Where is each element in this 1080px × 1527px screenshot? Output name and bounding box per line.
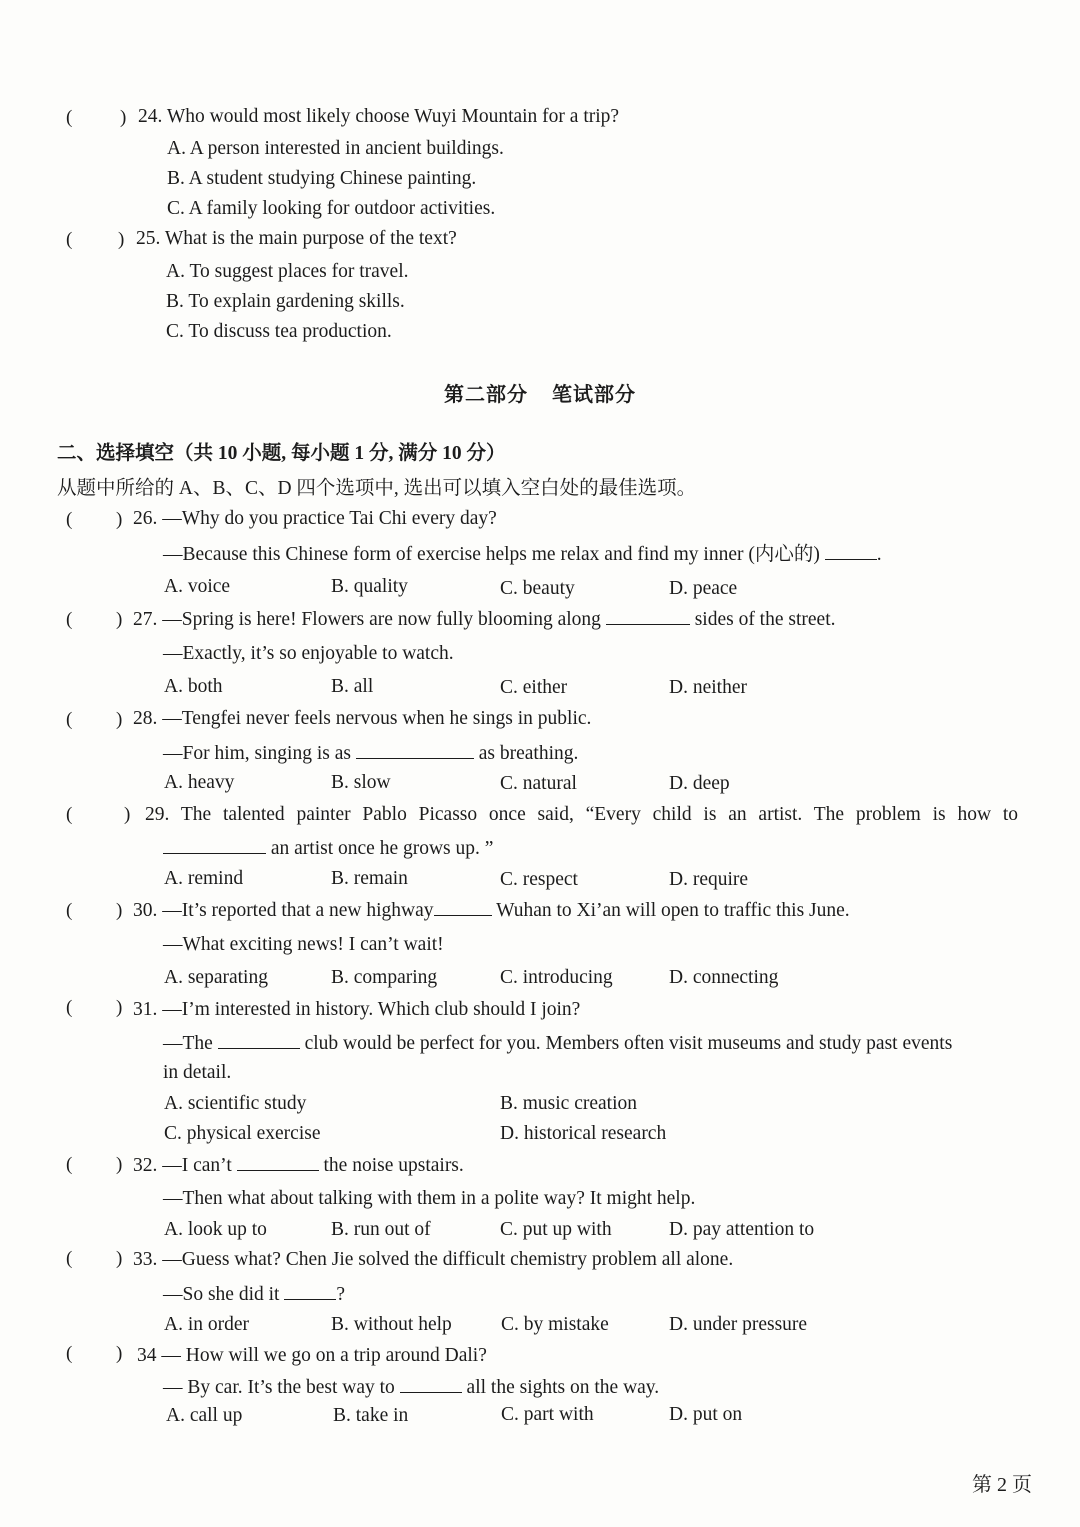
option-a: A. call up <box>166 1405 243 1426</box>
answer-paren-open: ( <box>66 900 73 921</box>
option-b: B. A student studying Chinese painting. <box>167 168 477 189</box>
answer-blank <box>434 897 492 916</box>
question-text: all the sights on the way. <box>466 1377 660 1398</box>
answer-paren-open: ( <box>66 1154 73 1175</box>
question-text: sides of the street. <box>694 609 836 630</box>
question-text: Wuhan to Xi’an will open to traffic this June. <box>496 900 850 921</box>
answer-paren-close: ) <box>116 1154 123 1175</box>
option-b: B. slow <box>331 772 391 793</box>
question-text: Who would most likely choose Wuyi Mountain for a trip? <box>166 106 620 127</box>
question-text: —Why do you practice Tai Chi every day? <box>162 508 497 529</box>
question-number: 29. <box>145 804 170 825</box>
answer-paren-open: ( <box>66 1248 73 1269</box>
option-a: A. look up to <box>164 1219 267 1240</box>
question-line-2 <box>163 541 882 568</box>
option-c: C. natural <box>500 773 577 794</box>
question-line-1 <box>133 706 591 732</box>
answer-blank <box>356 740 474 759</box>
question-line-1 <box>133 1152 464 1179</box>
option-b: B. To explain gardening skills. <box>166 291 405 312</box>
option-a: A. A person interested in ancient buildings. <box>167 138 504 159</box>
question-line-2 <box>163 740 578 767</box>
part-title-right: 笔试部分 <box>552 384 636 406</box>
part-title-left: 第二部分 <box>444 384 528 406</box>
answer-blank <box>284 1281 336 1300</box>
question-line-1 <box>137 1343 487 1369</box>
question-line-2: —Then what about talking with them in a polite way? It might help. <box>163 1188 696 1209</box>
question-text: club would be perfect for you. Members often visit museums and study past events <box>304 1033 953 1054</box>
question-line-1 <box>145 802 1018 828</box>
question-number: 30. <box>133 900 158 921</box>
question-text: —So she did it <box>163 1284 280 1305</box>
answer-paren-close: ) <box>116 900 123 921</box>
option-c: C. physical exercise <box>164 1123 321 1144</box>
option-d: D. require <box>669 869 749 890</box>
option-a: A. both <box>164 676 223 697</box>
answer-paren-close: ) <box>116 709 123 730</box>
option-c: C. put up with <box>500 1219 612 1240</box>
answer-paren-open: ( <box>66 709 73 730</box>
question-text: —Spring is here! Flowers are now fully blooming along <box>162 609 601 630</box>
question-text: — How will we go on a trip around Dali? <box>161 1345 487 1366</box>
question-text: —Because this Chinese form of exercise helps me relax and find my inner (内心的) <box>163 544 820 565</box>
option-c: C. introducing <box>500 967 613 988</box>
answer-blank <box>218 1030 300 1049</box>
question-line-2: —Exactly, it’s so enjoyable to watch. <box>163 643 454 664</box>
question-number: 33. <box>133 1249 158 1270</box>
section-instructions: 从题中所给的 A、B、C、D 四个选项中, 选出可以填入空白处的最佳选项。 <box>57 478 697 499</box>
question-text: —The <box>163 1033 213 1054</box>
option-a: A. voice <box>164 576 231 597</box>
question-number: 25. <box>136 228 161 249</box>
option-b: B. all <box>331 676 374 697</box>
question-stem <box>138 104 619 130</box>
option-a: A. remind <box>164 868 244 889</box>
question-text: —Tengfei never feels nervous when he sings in public. <box>162 708 592 729</box>
question-number: 24. <box>138 106 163 127</box>
option-d: D. neither <box>669 677 747 698</box>
option-b: B. comparing <box>331 967 438 988</box>
option-c: C. either <box>500 677 568 698</box>
question-text: —I can’t <box>162 1155 232 1176</box>
question-number: 28. <box>133 708 158 729</box>
answer-paren-open: ( <box>66 609 73 630</box>
question-text: ? <box>336 1284 345 1305</box>
question-number: 32. <box>133 1155 158 1176</box>
option-c: C. beauty <box>500 578 575 599</box>
question-number: 31. <box>133 999 158 1020</box>
option-c: C. A family looking for outdoor activities. <box>167 198 496 219</box>
answer-blank <box>606 606 690 625</box>
option-d: D. peace <box>669 578 738 599</box>
answer-paren-open: ( <box>66 509 73 530</box>
answer-paren-close: ) <box>116 609 123 630</box>
question-line-1 <box>133 997 580 1023</box>
question-number: 34 <box>137 1345 157 1366</box>
question-line-2 <box>163 835 493 862</box>
answer-blank <box>400 1374 462 1393</box>
option-b: B. remain <box>331 868 408 889</box>
question-text: — By car. It’s the best way to <box>163 1377 395 1398</box>
option-b: B. quality <box>331 576 408 597</box>
question-text: the noise upstairs. <box>323 1155 464 1176</box>
option-c: C. part with <box>501 1404 594 1425</box>
answer-paren-open: ( <box>66 1343 73 1364</box>
answer-paren-open: ( <box>66 107 73 128</box>
option-c: C. by mistake <box>501 1314 609 1335</box>
answer-blank <box>825 541 877 560</box>
question-text: —Guess what? Chen Jie solved the difficult chemistry problem all alone. <box>162 1249 734 1270</box>
question-line-1 <box>133 1247 733 1273</box>
option-d: D. under pressure <box>669 1314 808 1335</box>
option-b: B. music creation <box>500 1093 638 1114</box>
answer-paren-close: ) <box>116 1248 123 1269</box>
part-title <box>0 378 1080 407</box>
option-c: C. respect <box>500 869 578 890</box>
option-b: B. take in <box>333 1405 409 1426</box>
question-line-2 <box>163 1281 345 1308</box>
question-text: an artist once he grows up. ” <box>270 838 494 859</box>
option-a: A. To suggest places for travel. <box>166 261 409 282</box>
answer-paren-close: ) <box>116 997 123 1018</box>
question-line-1 <box>133 897 850 924</box>
question-line-3: in detail. <box>163 1062 232 1083</box>
answer-blank <box>237 1152 319 1171</box>
question-text: What is the main purpose of the text? <box>164 228 457 249</box>
answer-paren-close: ) <box>124 804 131 825</box>
question-line-1 <box>133 606 835 633</box>
question-text: The talented painter Pablo Picasso once said, “Every child is an artist. The problem is how to <box>180 804 1018 825</box>
option-b: B. without help <box>331 1314 452 1335</box>
question-text: . <box>876 544 882 565</box>
question-text: as breathing. <box>478 743 579 764</box>
answer-paren-close: ) <box>120 107 127 128</box>
question-number: 27. <box>133 609 158 630</box>
question-line-2 <box>163 1030 952 1057</box>
option-d: D. deep <box>669 773 730 794</box>
question-line-2 <box>163 1374 659 1401</box>
option-d: D. historical research <box>500 1123 667 1144</box>
answer-paren-close: ) <box>116 509 123 530</box>
question-number: 26. <box>133 508 158 529</box>
option-c: C. To discuss tea production. <box>166 321 392 342</box>
answer-paren-close: ) <box>116 1343 123 1364</box>
question-stem <box>136 226 457 252</box>
option-b: B. run out of <box>331 1219 431 1240</box>
answer-paren-open: ( <box>66 229 73 250</box>
question-text: —I’m interested in history. Which club should I join? <box>162 999 581 1020</box>
option-a: A. scientific study <box>164 1093 307 1114</box>
page-number: 第 2 页 <box>972 1474 1032 1496</box>
option-d: D. pay attention to <box>669 1219 815 1240</box>
answer-paren-close: ) <box>118 229 125 250</box>
section-title: 二、选择填空（共 10 小题, 每小题 1 分, 满分 10 分） <box>57 443 506 464</box>
answer-blank <box>163 835 266 854</box>
option-a: A. in order <box>164 1314 250 1335</box>
question-text: —It’s reported that a new highway <box>162 900 434 921</box>
answer-paren-open: ( <box>66 997 73 1018</box>
question-line-2: —What exciting news! I can’t wait! <box>163 934 444 955</box>
option-d: D. connecting <box>669 967 779 988</box>
question-text: —For him, singing is as <box>163 743 351 764</box>
option-a: A. heavy <box>164 772 235 793</box>
option-a: A. separating <box>164 967 268 988</box>
question-line-1 <box>133 506 497 532</box>
answer-paren-open: ( <box>66 804 73 825</box>
option-d: D. put on <box>669 1404 743 1425</box>
